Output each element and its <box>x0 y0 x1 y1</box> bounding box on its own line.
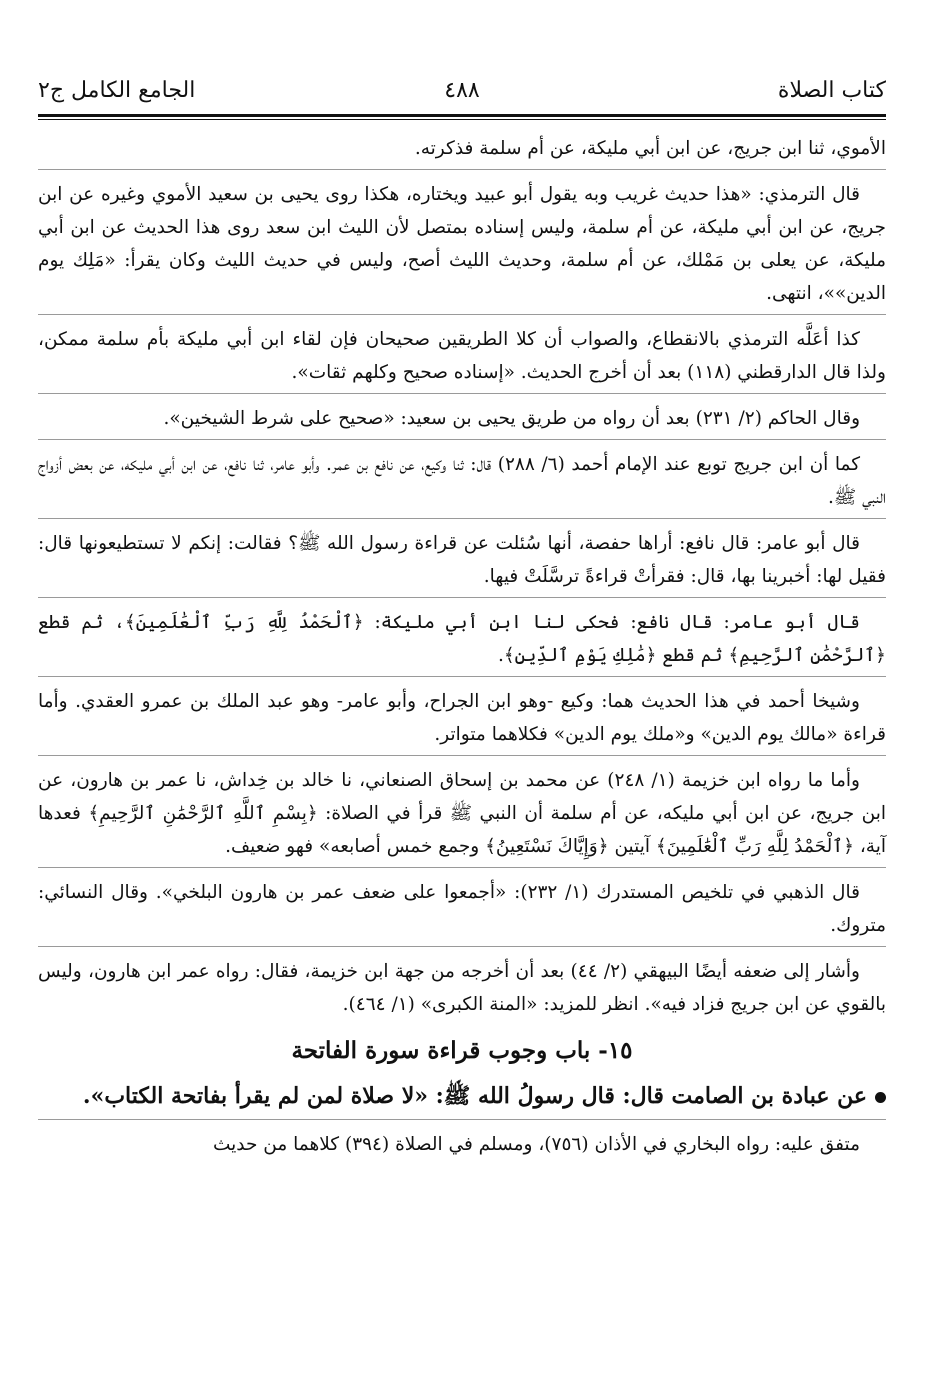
hadith-body: عن عبادة بن الصامت قال: قال رسولُ الله ﷺ: «لا صلاة لمن لم يقرأ بفاتحة الكتاب». <box>82 1083 867 1109</box>
paragraph-separator <box>38 518 886 519</box>
chapter-heading: ١٥- باب وجوب قراءة سورة الفاتحة <box>291 1037 633 1064</box>
header-rule-thick <box>38 114 886 117</box>
paragraph: وقال الحاكم (٢/ ٢٣١) بعد أن رواه من طريق يحيى بن سعيد: «صحيح على شرط الشيخين». <box>163 408 860 429</box>
paragraph-separator <box>38 169 886 170</box>
paragraph-separator <box>38 676 886 677</box>
paragraph-separator <box>38 393 886 394</box>
book-page <box>38 70 886 1360</box>
paragraph-separator <box>38 867 886 868</box>
paragraph: كذا أعَلَّه الترمذي بالانقطاع، والصواب أن كلا الطريقين صحيحان فإن لقاء ابن أبي مليكة بأم سلمة ممكن، ولذا قال الدارقطني (١١٨) بعد أن أخرج الحديث. «إسناده صحيح وكلهم ثقات». <box>38 329 886 383</box>
paragraph-separator <box>38 1119 886 1120</box>
page-header <box>38 70 886 114</box>
bullet-icon <box>875 1092 886 1103</box>
running-head-section: كتاب الصلاة <box>777 78 886 103</box>
paragraph: وشيخا أحمد في هذا الحديث هما: وكيع -وهو ابن الجراح، وأبو عامر- وهو عبد الملك بن عمرو العقدي. وأما قراءة «مالك يوم الدين» و«ملك يوم الدين» فكلاهما متواتر. <box>38 691 886 745</box>
paragraph: قال أبو عامر: قال نافع: أراها حفصة، أنها سُئلت عن قراءة رسول الله ﷺ؟ فقالت: إنكم لا تستطيعونها قال: فقيل لها: أخبرينا بها، قال: فقرأتْ قراءةً ترسَّلَتْ فيها. <box>38 533 886 587</box>
paragraph: وأشار إلى ضعفه أيضًا البيهقي (٢/ ٤٤) بعد أن أخرجه من جهة ابن خزيمة، فقال: رواه عمر ابن هارون، وليس بالقوي عن ابن جريج فزاد فيه». انظر للمزيد: «المنة الكبرى» (١/ ٤٦٤). <box>38 961 886 1015</box>
hadith-text <box>38 1077 886 1115</box>
paragraph: قال أبو عامر: قال نافع: فحكى لنا ابن أبي مليكة: ﴿ٱلْحَمْدُ لِلَّهِ رَبِّ ٱلْعَٰلَمِينَ﴾، ثم قطع ﴿ٱلرَّحْمَٰنِ ٱلرَّحِيمِ﴾ ثم قطع ﴿مَٰلِكِ يَوْمِ ٱلدِّينِ﴾. <box>38 612 886 666</box>
running-head-title: الجامع الكامل ج٢ <box>38 78 196 103</box>
paragraph-separator <box>38 439 886 440</box>
paragraph-separator <box>38 946 886 947</box>
header-rule-thin <box>38 119 886 120</box>
page-number: ٤٨٨ <box>444 78 480 103</box>
paragraph: متفق عليه: رواه البخاري في الأذان (٧٥٦)، ومسلم في الصلاة (٣٩٤) كلاهما من حديث <box>212 1134 860 1155</box>
paragraph-separator <box>38 597 886 598</box>
paragraph: قال الذهبي في تلخيص المستدرك (١/ ٢٣٢): «أجمعوا على ضعف عمر بن هارون البلخي». وقال النسائي: متروك. <box>38 882 886 936</box>
paragraph-separator <box>38 314 886 315</box>
paragraph-separator <box>38 755 886 756</box>
paragraph: قال الترمذي: «هذا حديث غريب وبه يقول أبو عبيد ويختاره، هكذا روى يحيى بن سعيد الأموي وغيره عن ابن جريج، عن ابن أبي مليكة، عن أم سلمة، وليس إسناده بمتصل لأن الليث ابن سعد روى هذا الحديث عن ابن أبي مليكة، عن يعلى بن مَمْلك، عن أم سلمة، وحديث الليث أصح، وليس في حديث الليث وكان يقرأ: «مَلِك يوم الدين»»، انتهى. <box>38 184 886 304</box>
paragraph: الأموي، ثنا ابن جريج، عن ابن أبي مليكة، عن أم سلمة فذكرته. <box>414 138 886 159</box>
page-body <box>38 132 886 1161</box>
paragraph: كما أن ابن جريج توبع عند الإمام أحمد (٦/ ٢٨٨) قال: ثنا وكيع، عن نافع بن عمر. وأبو عامر، ثنا نافع، عن ابن أبي مليكه، عن بعض أزواج النبي ﷺ. <box>38 454 886 508</box>
paragraph: وأما ما رواه ابن خزيمة (١/ ٢٤٨) عن محمد بن إسحاق الصنعاني، نا خالد بن خِداش، نا عمر بن هارون، عن ابن جريج، عن ابن أبي مليكه، عن أم سلمة أن النبي ﷺ قرأ في الصلاة: ﴿بِسْمِ ٱللَّهِ ٱلرَّحْمَٰنِ ٱلرَّحِيمِ﴾ فعدها آية، ﴿ٱلْحَمْدُ لِلَّهِ رَبِّ ٱلْعَٰلَمِينَ﴾ آيتين ﴿وَإِيَّاكَ نَسْتَعِينُ﴾ وجمع خمس أصابعه» فهو ضعيف. <box>38 770 886 857</box>
